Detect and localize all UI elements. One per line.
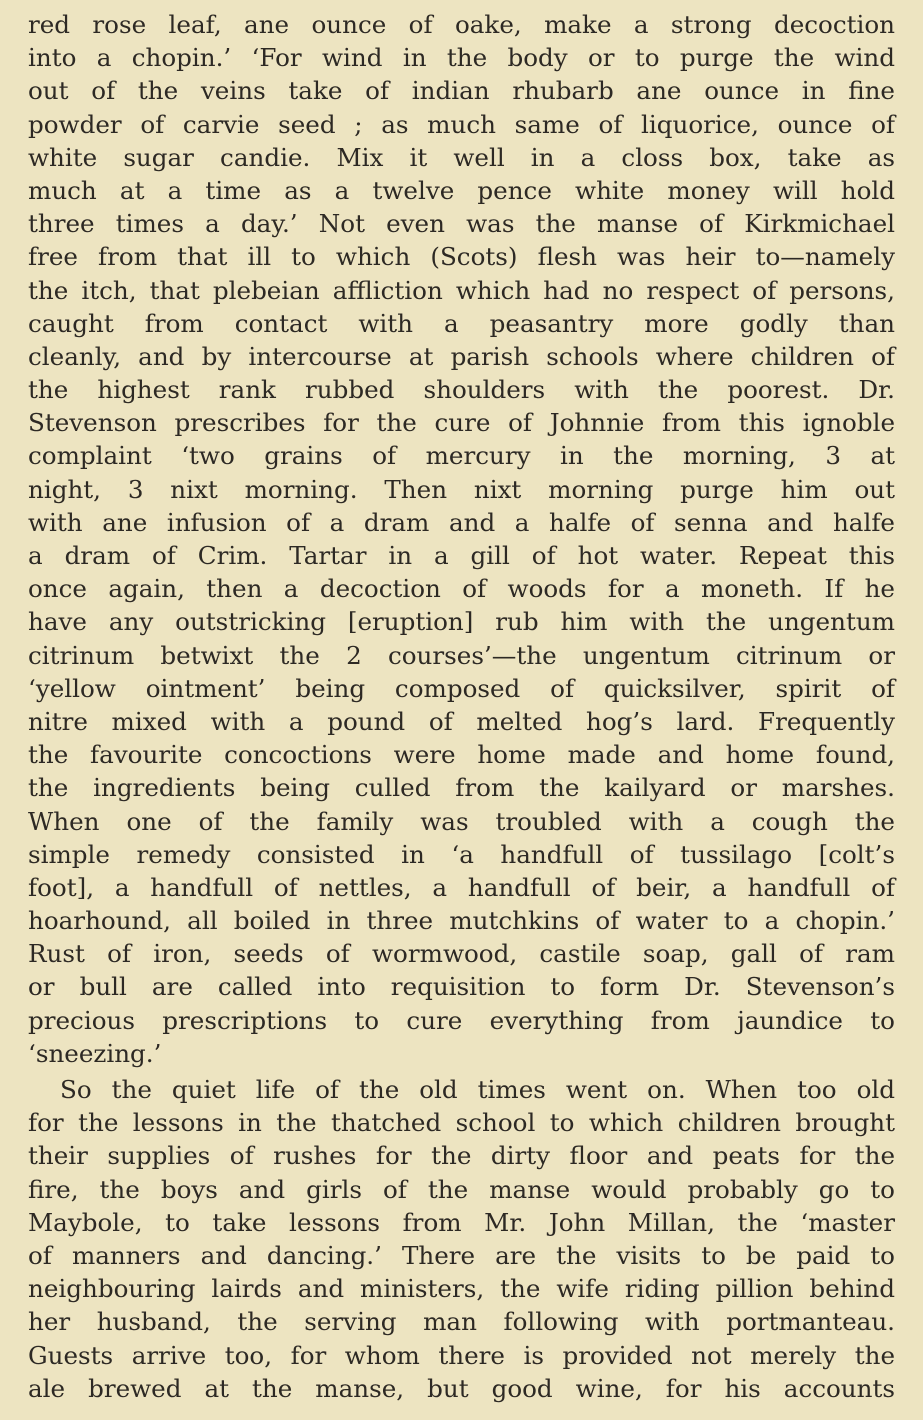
- text-line: a dram of Crim. Tartar in a gill of hot water. Repeat this: [28, 541, 895, 570]
- text-line: complaint ‘two grains of mercury in the morning, 3 at: [28, 441, 895, 471]
- text-line: ‘yellow ointment’ being composed of quicksilver, spirit of: [28, 673, 895, 703]
- text-line: foot], a handfull of nettles, a handfull of beir, a handfull of: [28, 872, 895, 902]
- text-line: out of the veins take of indian rhubarb ane ounce in fine: [28, 76, 895, 106]
- text-line: hoarhound, all boiled in three mutchkins of water to a chopin.’: [28, 906, 895, 936]
- text-line: fire, the boys and girls of the manse would probably go to: [28, 1174, 895, 1204]
- text-line: the favourite concoctions were home made and home found,: [28, 740, 895, 770]
- text-line: white sugar candie. Mix it well in a closs box, take as: [28, 142, 895, 172]
- text-line: Maybole, to take lessons from Mr. John Millan, the ‘master: [28, 1207, 895, 1237]
- text-line: have any outstricking [eruption] rub him with the ungentum: [28, 607, 895, 637]
- text-line: of manners and dancing.’ There are the visits to be paid to: [28, 1240, 895, 1270]
- text-line: the itch, that plebeian affliction which had no respect of persons,: [28, 275, 895, 305]
- text-line: ale brewed at the manse, but good wine, for his accounts: [28, 1373, 895, 1403]
- text-line: So the quiet life of the old times went on. When too old: [60, 1075, 895, 1104]
- text-line: Rust of iron, seeds of wormwood, castile soap, gall of ram: [28, 939, 895, 969]
- text-line: When one of the family was troubled with a cough the: [28, 806, 895, 836]
- text-line: Guests arrive too, for whom there is provided not merely the: [28, 1340, 895, 1370]
- text-line: the highest rank rubbed shoulders with the poorest. Dr.: [28, 375, 895, 405]
- text-line: cleanly, and by intercourse at parish schools where children of: [28, 341, 895, 371]
- text-line: red rose leaf, ane ounce of oake, make a strong decoction: [28, 10, 895, 39]
- text-line: the ingredients being culled from the kailyard or marshes.: [28, 773, 895, 803]
- text-line: with ane infusion of a dram and a halfe of senna and halfe: [28, 507, 895, 537]
- text-line: for the lessons in the thatched school to which children brought: [28, 1108, 895, 1138]
- text-line: her husband, the serving man following with portmanteau.: [28, 1307, 895, 1337]
- text-line: or bull are called into requisition to form Dr. Stevenson’s: [28, 972, 895, 1002]
- text-line: powder of carvie seed ; as much same of liquorice, ounce of: [28, 109, 895, 139]
- paragraph-1: [28, 8, 895, 1070]
- text-line: simple remedy consisted in ‘a handfull of tussilago [colt’s: [28, 839, 895, 869]
- text-line: much at a time as a twelve pence white money will hold: [28, 175, 895, 205]
- text-line: into a chopin.’ ‘For wind in the body or to purge the wind: [28, 43, 895, 73]
- text-line: free from that ill to which (Scots) flesh was heir to—namely: [28, 242, 895, 272]
- text-line: three times a day.’ Not even was the manse of Kirkmichael: [28, 209, 895, 239]
- text-line: caught from contact with a peasantry more godly than: [28, 308, 895, 338]
- paragraph-2: [28, 1073, 895, 1405]
- text-line: night, 3 nixt morning. Then nixt morning purge him out: [28, 474, 895, 504]
- text-line: their supplies of rushes for the dirty floor and peats for the: [28, 1141, 895, 1171]
- text-line: precious prescriptions to cure everything from jaundice to: [28, 1005, 895, 1035]
- text-line: Stevenson prescribes for the cure of Johnnie from this ignoble: [28, 408, 895, 438]
- text-line: once again, then a decoction of woods for a moneth. If he: [28, 574, 895, 604]
- text-line: ‘sneezing.’: [28, 1038, 162, 1068]
- text-line: citrinum betwixt the 2 courses’—the ungentum citrinum or: [28, 640, 895, 670]
- text-line: neighbouring lairds and ministers, the wife riding pillion behind: [28, 1274, 895, 1304]
- text-line: nitre mixed with a pound of melted hog’s lard. Frequently: [28, 706, 895, 736]
